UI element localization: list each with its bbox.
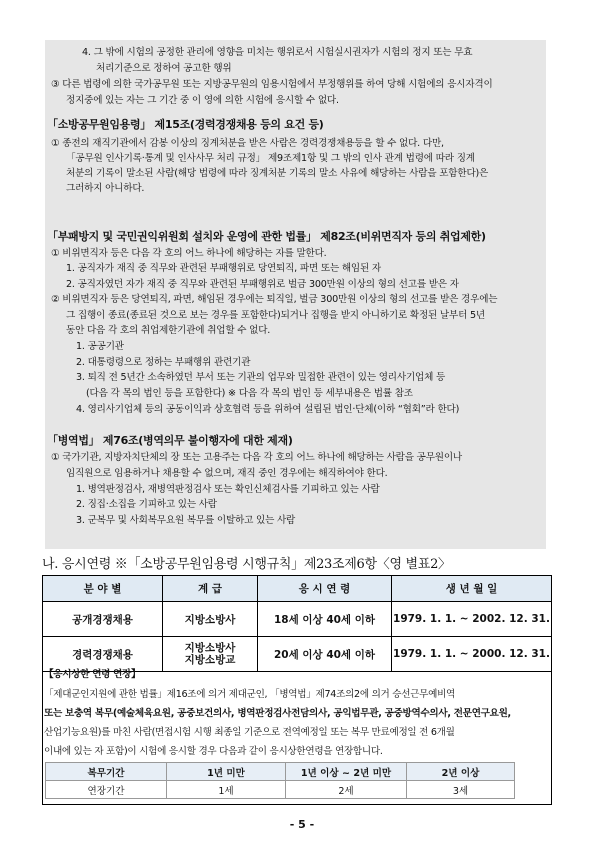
section-title-fire-appointment: 「소방공무원임용령」 제15조(경력경쟁채용 등의 요건 등) [47, 118, 324, 131]
header-rank: 계 급 [163, 576, 258, 602]
s2-line: ② 비위면직자 등은 당연퇴직, 파면, 해임된 경우에는 퇴직일, 벌금 300만원 이상의 형의 선고를 받은 경우에는 [51, 294, 498, 305]
s2-line: 3. 퇴직 전 5년간 소속하였던 부서 또는 기관의 업무와 밀접한 관련이 있는 영리사기업체 등 [76, 372, 446, 383]
section-title-military-service: 「병역법」 제76조(병역의무 불이행자에 대한 제재) [47, 434, 293, 447]
cell-extension-label: 연장기간 [46, 781, 167, 799]
s3-line: 임직원으로 임용하거나 채용할 수 없으며, 재직 중인 경우에는 해직하여야 한다. [66, 468, 388, 479]
header-birthdate: 생 년 월 일 [392, 576, 552, 602]
box-clause3-cont: 정지중에 있는 자는 그 기간 중 이 영에 의한 시험에 응시할 수 없다. [66, 95, 339, 106]
cell-field: 공개경쟁채용 [43, 602, 163, 637]
s2-line: 2. 대통령령으로 정하는 부패행위 관련기관 [76, 357, 251, 368]
box-item4: 4. 그 밖에 시험의 공정한 관리에 영향을 미치는 행위로서 시험실시권자가 시험의 정지 또는 무효 [82, 47, 473, 58]
cell-rank: 지방소방사 [163, 602, 258, 637]
header-field: 분 야 별 [43, 576, 163, 602]
s2-line: 2. 공직자였던 자가 재직 중 직무와 관련된 부패행위로 벌금 300만원 이상의 형의 선고를 받은 자 [66, 279, 459, 290]
cell-birthdate: 1979. 1. 1. ~ 2000. 12. 31. [392, 637, 552, 672]
s1-line: 그러하지 아니하다. [66, 183, 145, 194]
s2-line: ① 비위면직자 등은 다음 각 호의 어느 하나에 해당하는 자를 말한다. [51, 248, 327, 259]
cell-1yr: 1세 [167, 781, 286, 799]
s3-line: ① 국가기관, 지방자치단체의 장 또는 고용주는 다음 각 호의 어느 하나에 해당하는 사람을 공무원이나 [51, 452, 462, 463]
s3-line: 2. 징집·소집을 기피하고 있는 사람 [76, 499, 217, 510]
s2-line: 그 집행이 종료(종료된 것으로 보는 경우를 포함한다)되거나 집행을 받지 아니하기로 확정된 날부터 5년 [66, 310, 485, 321]
age-table-header [43, 576, 552, 602]
header-service-period: 복무기간 [46, 763, 167, 781]
age-extension-title: 【응시상한 연령 연장】 [44, 669, 141, 680]
cell-birthdate: 1979. 1. 1. ~ 2002. 12. 31. [392, 602, 552, 637]
service-table-header [46, 763, 515, 781]
header-1-2yr: 1년 이상 ~ 2년 미만 [286, 763, 407, 781]
cell-age: 18세 이상 40세 이하 [258, 602, 392, 637]
page-number: - 5 - [289, 818, 315, 831]
service-extension-table [45, 762, 515, 799]
s2-line: (다음 각 목의 법인 등을 포함한다) ※ 다음 각 목의 법인 등 세부내용은 법률 참조 [86, 388, 413, 399]
s1-line: 처분의 기록이 말소된 사람(해당 법령에 따라 징계처분 기록의 말소 사유에 해당하는 사람을 포함한다)은 [66, 168, 489, 179]
cell-field: 경력경쟁채용 [43, 637, 163, 672]
section-title-anticorruption: 「부패방지 및 국민권익위원회 설치와 운영에 관한 법률」 제82조(비위면직자 등의 취업제한) [47, 230, 486, 243]
age-table [42, 575, 552, 672]
cell-2yr: 2세 [286, 781, 407, 799]
cell-rank: 지방소방사 지방소방교 [163, 637, 258, 672]
extension-paragraph: 또는 보충역 복무(예술체육요원, 공중보건의사, 병역판정검사전담의사, 공익법무관, 공중방역수의사, 전문연구요원, [44, 708, 511, 719]
extension-paragraph: 이내에 있는 자 포함)이 시험에 응시할 경우 다음과 같이 응시상한연령을 연장합니다. [44, 746, 383, 757]
header-under-1yr: 1년 미만 [167, 763, 286, 781]
s3-line: 1. 병역판정검사, 재병역판정검사 또는 확인신체검사를 기피하고 있는 사람 [76, 484, 380, 495]
header-age: 응 시 연 령 [258, 576, 392, 602]
box-item4-cont: 처리기준으로 정하여 공고한 행위 [96, 63, 232, 74]
s2-line: 4. 영리사기업체 등의 공동이익과 상호협력 등을 위하여 설립된 법인·단체(이하 “협회”라 한다) [76, 404, 460, 415]
extension-paragraph: 「제대군인지원에 관한 법률」제16조에 의거 제대군인, 「병역법」제74조의2에 의거 승선근무예비역 [44, 689, 456, 700]
s2-line: 1. 공공기관 [76, 341, 124, 352]
table-row [43, 602, 552, 637]
extension-paragraph: 산업기능요원)를 마친 사람(면접시험 시행 최종일 기준으로 전역예정일 또는 복무 만료예정일 전 6개월 [44, 727, 455, 738]
s1-line: 「공무원 인사기록·통계 및 인사사무 처리 규정」 제9조제1항 및 그 밖의 인사 관계 법령에 따라 징계 [66, 153, 475, 164]
box-clause3: ③ 다른 법령에 의한 국가공무원 또는 지방공무원의 임용시험에서 부정행위를 하여 당해 시험에의 응시자격이 [51, 79, 493, 90]
cell-3yr: 3세 [407, 781, 515, 799]
s3-line: 3. 군복무 및 사회복무요원 복무를 이탈하고 있는 사람 [76, 515, 296, 526]
s2-line: 동안 다음 각 호의 취업제한기관에 취업할 수 없다. [66, 325, 271, 336]
age-requirement-heading: 나. 응시연령 ※「소방공무원임용령 시행규칙」제23조제6항〈영 별표2〉 [42, 557, 451, 572]
s1-line: ① 종전의 재직기관에서 감봉 이상의 징계처분을 받은 사람은 경력경쟁채용등을 할 수 없다. 다만, [51, 138, 444, 149]
header-over-2yr: 2년 이상 [407, 763, 515, 781]
s2-line: 1. 공직자가 재직 중 직무와 관련된 부패행위로 당연퇴직, 파면 또는 해임된 자 [66, 263, 381, 274]
table-row [46, 781, 515, 799]
cell-age: 20세 이상 40세 이하 [258, 637, 392, 672]
